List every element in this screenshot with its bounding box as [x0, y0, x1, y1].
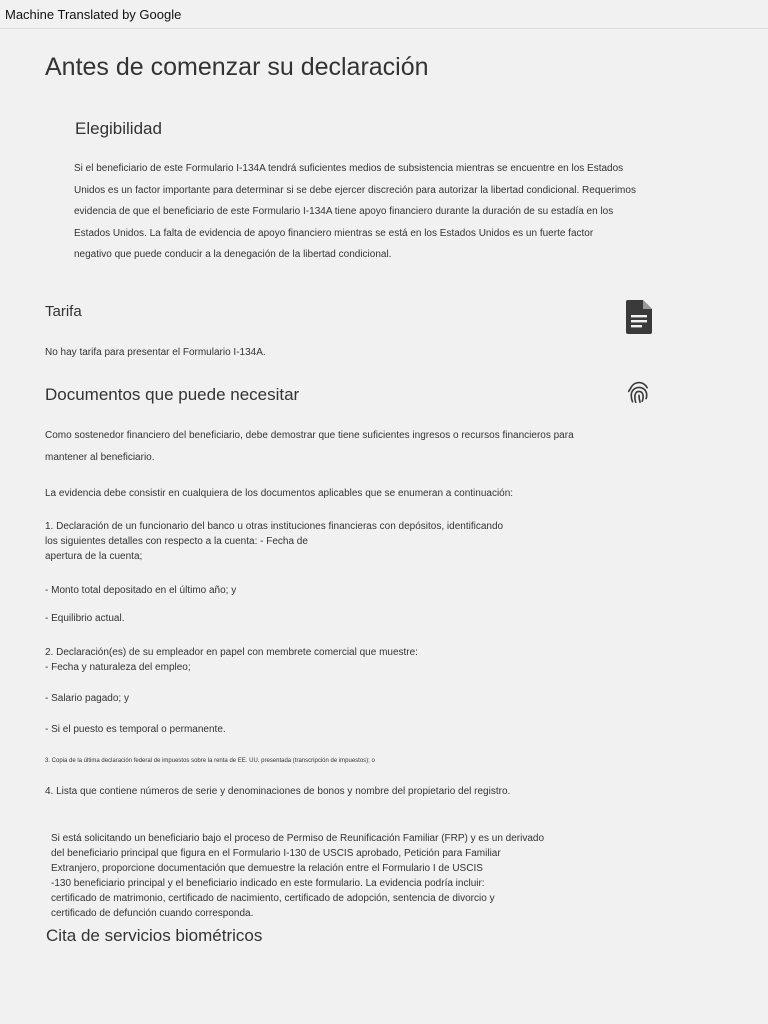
eligibility-line: negativo que puede conducir a la denegación de la libertad condicional.: [74, 249, 392, 260]
item-2-line: - Fecha y naturaleza del empleo;: [45, 662, 191, 673]
frp-line: del beneficiario principal que figura en el Formulario I-130 de USCIS aprobado, Petición para Familiar: [51, 848, 501, 859]
item-1-deposit: - Monto total depositado en el último año; y: [45, 585, 237, 596]
item-1-line: 1. Declaración de un funcionario del banco u otras instituciones financieras con depósitos, identificando: [45, 521, 504, 532]
item-3: 3. Copia de la última declaración federal de impuestos sobre la renta de EE. UU. presentada (transcripción de impuestos); o: [45, 758, 375, 764]
item-4: 4. Lista que contiene números de serie y denominaciones de bonos y nombre del propietario del registro.: [45, 786, 511, 797]
fee-text: No hay tarifa para presentar el Formulario I-134A.: [45, 347, 266, 358]
banner-text: Machine Translated by Google: [5, 7, 182, 22]
item-1-line: apertura de la cuenta;: [45, 551, 143, 562]
item-1: [45, 519, 503, 564]
frp-line: certificado de defunción cuando corresponda.: [51, 908, 254, 919]
eligibility-line: Estados Unidos. La falta de evidencia de apoyo financiero mientras se está en los Estados Unidos es un fuerte factor: [74, 227, 594, 239]
documents-heading: Documentos que puede necesitar: [45, 385, 300, 404]
item-1-line: los siguientes detalles con respecto a la cuenta: - Fecha de: [45, 536, 308, 547]
eligibility-heading: Elegibilidad: [75, 119, 162, 138]
fingerprint-icon: [626, 379, 652, 405]
item-2-line: 2. Declaración(es) de su empleador en papel con membrete comercial que muestre:: [45, 647, 418, 658]
frp-line: -130 beneficiario principal y el beneficiario indicado en este formulario. La evidencia podría incluir:: [51, 878, 485, 889]
frp-line: Extranjero, proporcione documentación que demuestre la relación entre el Formulario I de USCIS: [51, 863, 483, 874]
item-2-salary: - Salario pagado; y: [45, 693, 129, 704]
item-1-balance: - Equilibrio actual.: [45, 613, 125, 624]
eligibility-line: Si el beneficiario de este Formulario I-134A tendrá suficientes medios de subsistencia mientras se encuentre en los Estados: [74, 163, 624, 174]
evidence-intro: La evidencia debe consistir en cualquiera de los documentos aplicables que se enumeran a continuación:: [45, 488, 514, 499]
eligibility-paragraph: [74, 158, 636, 266]
item-2: [45, 645, 418, 675]
eligibility-line: Unidos es un factor importante para determinar si se debe ejercer discreción para autorizar la libertad condicional. Requerimos: [74, 184, 636, 196]
page-title: Antes de comenzar su declaración: [45, 53, 429, 81]
frp-line: certificado de matrimonio, certificado de nacimiento, certificado de adopción, sentencia de divorcio y: [51, 893, 495, 904]
banner-divider: [0, 28, 768, 29]
frp-paragraph: [51, 831, 544, 921]
frp-line: Si está solicitando un beneficiario bajo el proceso de Permiso de Reunificación Familiar (FRP) y es un derivado: [51, 833, 545, 844]
documents-intro: [45, 425, 574, 468]
eligibility-line: evidencia de que el beneficiario de este Formulario I-134A tiene apoyo financiero durante la duración de su estadía en los: [74, 206, 614, 217]
biometrics-heading: Cita de servicios biométricos: [46, 926, 263, 945]
fee-heading: Tarifa: [45, 303, 82, 320]
documents-intro-line: Como sostenedor financiero del beneficiario, debe demostrar que tiene suficientes ingresos o recursos financieros para: [45, 430, 574, 441]
documents-intro-line: mantener al beneficiario.: [45, 451, 155, 463]
document-icon: [626, 300, 652, 334]
item-2-temporary: - Si el puesto es temporal o permanente.: [45, 724, 226, 735]
